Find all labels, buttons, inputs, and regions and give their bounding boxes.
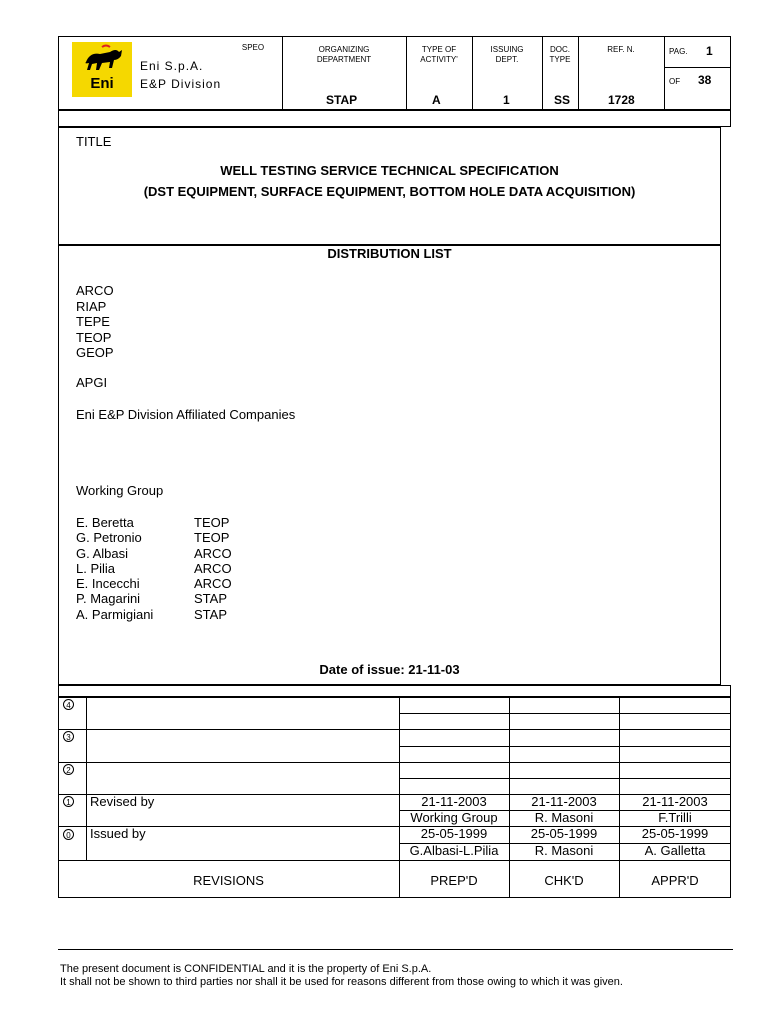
appr-name: A. Galletta: [644, 843, 706, 858]
revision-number: 2: [63, 764, 74, 775]
separator-band-2: [58, 685, 731, 697]
title-label: TITLE: [76, 134, 112, 149]
revisions-footer-label: REVISIONS: [193, 873, 264, 888]
confidential-line-1: The present document is CONFIDENTIAL and it is the property of Eni S.p.A.: [60, 963, 432, 975]
eni-logo: [72, 42, 132, 97]
revision-description: Revised by: [90, 794, 155, 809]
organizing-dept-label: ORGANIZING DEPARTMENT: [316, 45, 372, 64]
ref-no-label: REF. N.: [607, 45, 635, 54]
list-item: ARCO: [76, 283, 114, 298]
appr-date: 21-11-2003: [642, 794, 708, 809]
prep-name: G.Albasi-L.Pilia: [409, 843, 499, 858]
company-name: [140, 57, 221, 93]
separator-band: [58, 110, 731, 127]
appr-date: 25-05-1999: [641, 826, 709, 841]
list-item: RIAP: [76, 298, 107, 314]
revision-number: 3: [63, 731, 74, 742]
list-item: TEOP: [76, 329, 112, 345]
prep-name: Working Group: [410, 810, 498, 825]
appr-footer-label: APPR'D: [651, 873, 699, 888]
member-name: E. Beretta: [76, 515, 134, 530]
page-value: 1: [706, 44, 713, 58]
member-dept: TEOP: [194, 515, 230, 530]
member-name: E. Incecchi: [76, 576, 140, 592]
chk-name: R. Masoni: [534, 810, 594, 825]
organizing-dept-value: STAP: [326, 93, 358, 107]
list-item: GEOP: [76, 345, 114, 360]
revision-number: 1: [63, 796, 74, 807]
distribution-heading: DISTRIBUTION LIST: [327, 246, 452, 261]
member-dept: TEOP: [194, 530, 230, 546]
title-line-1: WELL TESTING SERVICE TECHNICAL SPECIFICATION: [220, 163, 559, 178]
member-dept: ARCO: [194, 545, 232, 561]
prep-date: 21-11-2003: [421, 794, 487, 809]
speo-label: SPEO: [241, 43, 265, 52]
footer-rule: [58, 949, 733, 950]
page-label: PAG.: [669, 47, 688, 56]
prep-footer-label: PREP'D: [430, 873, 478, 888]
member-dept: ARCO: [194, 560, 232, 576]
doc-type-value: SS: [554, 93, 571, 107]
recipient-list: [76, 283, 114, 361]
apgi-recipient: APGI: [76, 375, 108, 390]
doc-type-label: DOC. TYPE: [549, 45, 571, 64]
appr-name: F.Trilli: [658, 810, 692, 825]
member-name: G. Petronio: [76, 530, 142, 546]
date-of-issue: Date of issue: 21-11-03: [319, 662, 460, 677]
company-line-1: Eni S.p.A.: [140, 59, 204, 73]
distribution-block: [58, 245, 721, 685]
chk-name: R. Masoni: [534, 843, 594, 858]
confidential-line-2: It shall not be shown to third parties nor shall it be used for reasons different from those owing to which it was given.: [60, 976, 623, 988]
member-dept: ARCO: [194, 576, 232, 592]
member-dept: STAP: [194, 606, 227, 622]
working-group-label: Working Group: [76, 483, 164, 498]
ref-no-value: 1728: [608, 93, 635, 107]
revision-number: 0: [63, 829, 74, 840]
of-value: 38: [698, 73, 712, 87]
company-line-2: E&P Division: [140, 77, 222, 91]
chk-date: 25-05-1999: [530, 826, 598, 841]
member-name: G. Albasi: [76, 545, 129, 561]
issuing-dept-label: ISSUING DEPT.: [490, 45, 524, 64]
activity-type-value: A: [432, 93, 441, 107]
confidential-notice: [60, 963, 623, 989]
issuing-dept-value: 1: [503, 93, 510, 107]
logo-text: Eni: [90, 75, 114, 92]
member-name: L. Pilia: [76, 560, 116, 576]
title-line-2: (DST EQUIPMENT, SURFACE EQUIPMENT, BOTTOM HOLE DATA ACQUISITION): [143, 184, 636, 199]
list-item: TEPE: [76, 314, 110, 329]
member-depts: [194, 515, 232, 622]
member-name: A. Parmigiani: [76, 606, 154, 622]
chk-date: 21-11-2003: [531, 794, 597, 809]
member-name: P. Magarini: [76, 591, 141, 607]
affiliates-recipient: Eni E&P Division Affiliated Companies: [76, 407, 296, 422]
activity-type-label: TYPE OF ACTIVITY': [420, 45, 458, 64]
member-dept: STAP: [194, 591, 227, 607]
chk-footer-label: CHK'D: [544, 873, 584, 888]
member-names: [76, 515, 153, 622]
prep-date: 25-05-1999: [420, 826, 488, 841]
revision-number: 4: [63, 699, 74, 710]
revision-description: Issued by: [90, 826, 146, 841]
of-label: OF: [669, 77, 681, 86]
